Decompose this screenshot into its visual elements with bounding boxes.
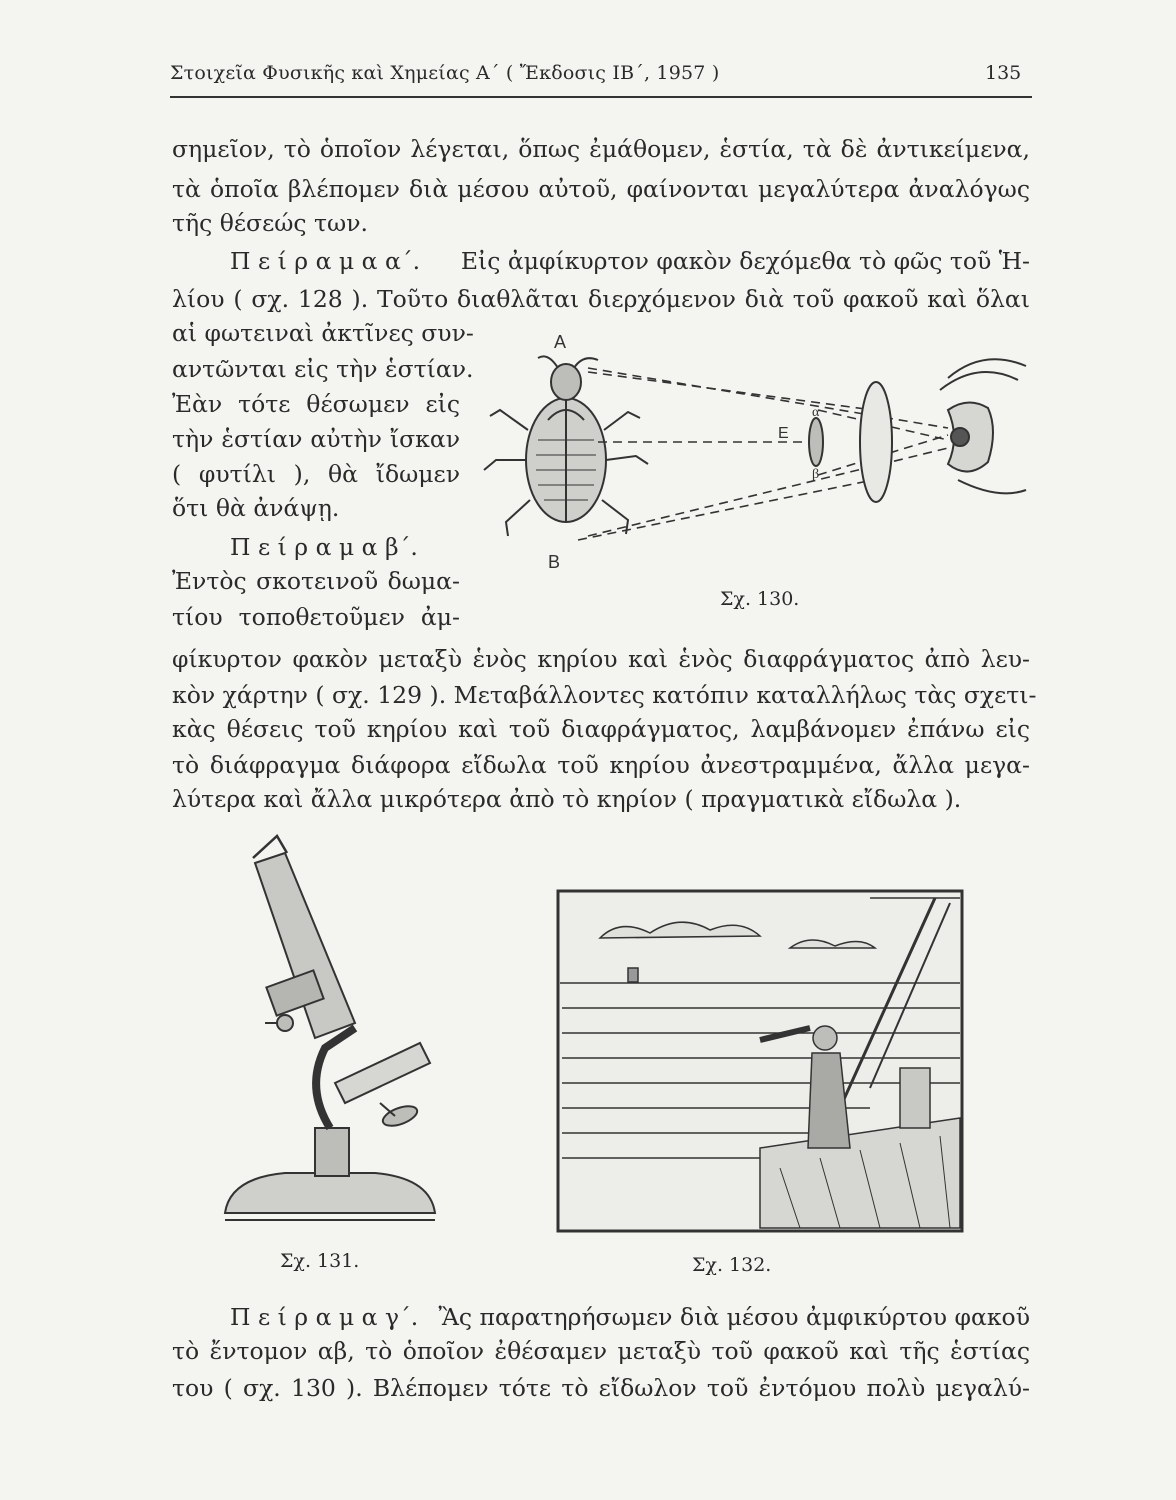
label-beta: β bbox=[812, 467, 820, 482]
figure-132-caption: Σχ. 132. bbox=[692, 1254, 772, 1276]
label-a: A bbox=[554, 332, 567, 352]
running-header: Στοιχεῖα Φυσικῆς καὶ Χημείας Α΄ ( Ἔκδοσις ΙΒ΄, 1957 ) bbox=[170, 62, 720, 84]
text-line: φίκυρτον φακὸν μεταξὺ ἑνὸς κηρίου καὶ ἑνὸς διαφράγματος ἀπὸ λευ- bbox=[172, 645, 1030, 673]
figure-131-microscope bbox=[215, 828, 445, 1243]
text-line: τὸ ἔντομον αβ, τὸ ὁποῖον ἐθέσαμεν μεταξὺ τοῦ φακοῦ καὶ τῆς ἑστίας bbox=[172, 1337, 1030, 1365]
text-line: ὅτι θὰ ἀνάψῃ. bbox=[172, 494, 340, 522]
page-number: 135 bbox=[985, 62, 1022, 84]
label-b: B bbox=[548, 552, 561, 572]
text-line: αἱ φωτειναὶ ἀκτῖνες συν- bbox=[172, 319, 474, 347]
label-focus: Ε bbox=[778, 425, 789, 442]
text-line: κὸν χάρτην ( σχ. 129 ). Μεταβάλλοντες κατόπιν καταλλήλως τὰς σχετι- bbox=[172, 681, 1037, 709]
experiment-c-label: Π ε ί ρ α μ α γ΄. bbox=[230, 1303, 419, 1331]
text-line: Ἂς παρατηρήσωμεν διὰ μέσου ἀμφικύρτου φακοῦ bbox=[438, 1303, 1030, 1331]
text-line: τίου τοποθετοῦμεν ἀμ- bbox=[172, 603, 460, 631]
figure-130-caption: Σχ. 130. bbox=[720, 588, 800, 610]
microscope-stage bbox=[335, 1043, 430, 1103]
text-line: του ( σχ. 130 ). Βλέπομεν τότε τὸ εἴδωλον τοῦ ἐντόμου πολὺ μεγαλύ- bbox=[172, 1374, 1030, 1402]
figure-131-caption: Σχ. 131. bbox=[280, 1250, 360, 1272]
text-line: Ἐὰν τότε θέσωμεν εἰς bbox=[172, 390, 460, 418]
text-line: σημεῖον, τὸ ὁποῖον λέγεται, ὅπως ἐμάθομεν, ἑστία, τὰ δὲ ἀντικείμενα, bbox=[172, 135, 1030, 163]
microscope-tube bbox=[255, 853, 355, 1038]
figure-132-sailor-telescope bbox=[540, 888, 970, 1238]
text-line: κὰς θέσεις τοῦ κηρίου καὶ τοῦ διαφράγματος, λαμβάνομεν ἐπάνω εἰς bbox=[172, 715, 1030, 743]
object-image bbox=[809, 418, 823, 466]
experiment-b-label: Π ε ί ρ α μ α β΄. bbox=[230, 533, 418, 561]
text-line: τὸ διάφραγμα διάφορα εἴδωλα τοῦ κηρίου ἀνεστραμμένα, ἄλλα μεγα- bbox=[172, 751, 1030, 779]
text-line: Ἐντὸς σκοτεινοῦ δωμα- bbox=[172, 567, 460, 595]
label-alpha: α bbox=[812, 405, 820, 420]
experiment-a-line bbox=[230, 247, 1030, 275]
text-line: τῆς θέσεώς των. bbox=[172, 209, 368, 237]
text-line: λύτερα καὶ ἄλλα μικρότερα ἀπὸ τὸ κηρίον ( πραγματικὰ εἴδωλα ). bbox=[172, 785, 962, 813]
text-line: Εἰς ἀμφίκυρτον φακὸν δεχόμεθα τὸ φῶς τοῦ Ἡ- bbox=[460, 247, 1030, 275]
text-line: τὰ ὁποῖα βλέπομεν διὰ μέσου αὐτοῦ, φαίνονται μεγαλύτερα ἀναλόγως bbox=[172, 175, 1030, 203]
text-line: ( φυτίλι ), θὰ ἴδωμεν bbox=[172, 460, 460, 488]
text-line: αντῶνται εἰς τὴν ἑστίαν. bbox=[172, 355, 474, 383]
sailor-head bbox=[813, 1026, 837, 1050]
experiment-c-line bbox=[230, 1303, 1030, 1331]
header-rule bbox=[170, 96, 1032, 98]
text-line: λίου ( σχ. 128 ). Τοῦτο διαθλᾶται διερχόμενον διὰ τοῦ φακοῦ καὶ ὅλαι bbox=[172, 285, 1030, 313]
microscope-base bbox=[225, 1173, 435, 1213]
figure-130-lens-diagram bbox=[478, 330, 1038, 580]
beetle-head bbox=[551, 364, 581, 400]
experiment-a-label: Π ε ί ρ α μ α α΄. bbox=[230, 247, 421, 275]
lens bbox=[860, 382, 892, 502]
text-line: τὴν ἑστίαν αὐτὴν ἴσκαν bbox=[172, 425, 460, 453]
